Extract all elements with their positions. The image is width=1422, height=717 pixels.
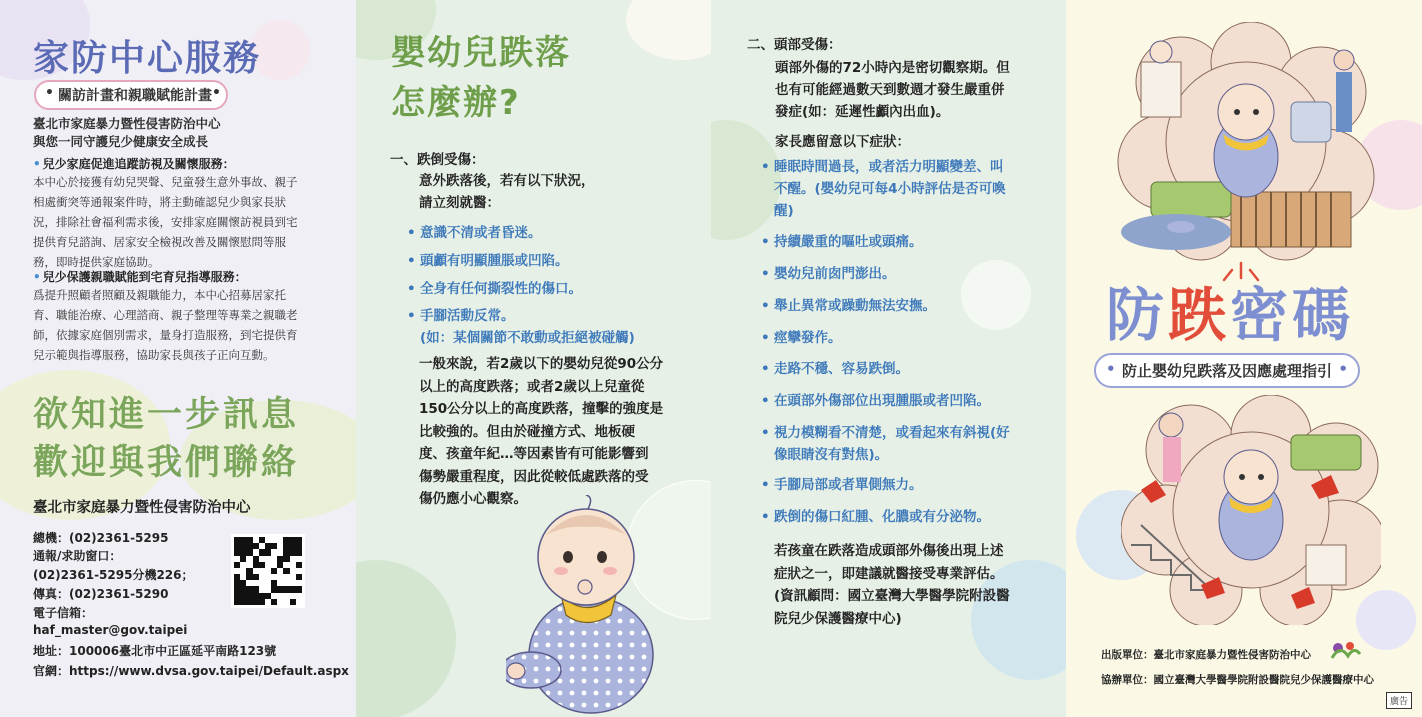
- closing-line: 若孩童在跌落造成頭部外傷後出現上述: [774, 543, 1004, 559]
- home-scene-illustration: [1111, 22, 1381, 262]
- warning-text: 手腳活動反常。: [420, 308, 515, 324]
- service-heading-text: 兒少家庭促進追蹤訪視及關懷服務：: [42, 157, 235, 171]
- fall-explanation: [419, 353, 663, 511]
- bullet-dot: •: [33, 270, 41, 284]
- service-heading: [33, 155, 235, 172]
- org-intro-line: 臺北市家庭暴力暨性侵害防治中心: [33, 116, 221, 131]
- symptom-item: [761, 506, 990, 528]
- fall-guide-panel: [356, 0, 711, 717]
- intro-line: 頭部外傷的72小時內是密切觀察期。但: [775, 60, 1010, 76]
- phone-line: 總機：(02)2361-5295: [33, 531, 169, 545]
- co-organizer-line: 協辦單位：國立臺灣大學醫學院附設醫院兒少保護醫療中心: [1101, 674, 1374, 686]
- symptom-item: [761, 474, 923, 496]
- symptom-item: [761, 390, 990, 412]
- closing-line: 院兒少保護醫療中心): [774, 610, 902, 627]
- paragraph-line: 傷仍應小心觀察。: [419, 491, 527, 507]
- service-line: 相處衝突等通報案件時，將主動確認兒少與家長狀: [33, 195, 286, 209]
- symptom-text: 跌倒的傷口紅腫、化膿或有分泌物。: [774, 509, 990, 525]
- bullet-dot: •: [761, 159, 770, 175]
- service-body: [33, 172, 331, 272]
- service-line: 務，即時提供家庭協助。: [33, 255, 160, 269]
- paragraph-line: 傷勢嚴重程度，因此從較低處跌落的受: [419, 468, 649, 485]
- qr-code[interactable]: [231, 534, 305, 608]
- email-link[interactable]: haf_master@gov.taipei: [33, 623, 188, 637]
- warning-item: [407, 222, 542, 244]
- bullet-dot: •: [407, 225, 416, 241]
- closing-line: 症狀之一，即建議就醫接受專業評估。: [774, 565, 1004, 582]
- section-title: [391, 28, 571, 128]
- service-heading: [33, 268, 247, 285]
- fall-scene-illustration: [1121, 395, 1381, 625]
- closing-advice: [774, 540, 1010, 630]
- service-line: 兒示範與指導服務，協助家長與孩子正向互動。: [33, 348, 275, 362]
- symptom-text: 舉止異常或躁動無法安撫。: [774, 298, 936, 314]
- paragraph-line: 150公分以上的高度跌落，撞擊的強度是: [419, 401, 664, 417]
- qr-module: [296, 599, 302, 605]
- contact-title: 歡迎與我們聯絡: [33, 443, 300, 483]
- warning-text: 意識不清或者昏迷。: [420, 225, 542, 241]
- paragraph-line: 比較強的。但由於碰撞方式、地板硬: [419, 423, 635, 440]
- bullet-dot: •: [761, 393, 770, 409]
- ad-label: 廣告: [1386, 692, 1412, 709]
- service-line: 況，排除社會福利需求後，安排家庭關懷訪視員到宅: [33, 215, 298, 229]
- campaign-subtitle: • 防止嬰幼兒跌落及因應處理指引 •: [1094, 353, 1360, 388]
- bullet-dot: •: [761, 234, 770, 250]
- bullet-dot: •: [407, 308, 416, 324]
- symptom-text: 嬰幼兒前囱門澎出。: [774, 266, 896, 282]
- service-line: 爲提升照顧者照顧及親職能力，本中心招募居家托: [33, 288, 286, 302]
- campaign-title-part: 防: [1106, 281, 1169, 349]
- service-body: [33, 285, 331, 365]
- report-number: (02)2361-5295分機226；: [33, 568, 194, 582]
- qr-code-pattern: [234, 537, 302, 605]
- symptom-item: [761, 231, 923, 253]
- section-title-line: 怎麼辦?: [391, 83, 521, 123]
- paragraph-line: 以上的高度跌落；或者2歲以上兒童從: [419, 378, 645, 395]
- symptom-text: 醒): [774, 203, 794, 219]
- decor-blob: [711, 120, 781, 240]
- closing-line: (資訊顧問：國立臺灣大學醫學院附設醫: [774, 588, 1010, 604]
- org-intro-line: 與您一同守護兒少健康安全成長: [33, 134, 209, 149]
- program-pill: • 關訪計畫和親職賦能計畫 •: [34, 80, 228, 110]
- fall-intro: [419, 170, 595, 214]
- org-intro: [33, 115, 221, 151]
- warning-item: [407, 278, 582, 300]
- bullet-dot: •: [407, 253, 416, 269]
- contact-org: 臺北市家庭暴力暨性侵害防治中心: [33, 500, 251, 516]
- service-line: 師，依據家庭個別需求，量身打造服務，到宅提供育: [33, 328, 298, 342]
- warning-item: [407, 250, 569, 272]
- head-injury-heading: 二、頭部受傷：: [747, 37, 842, 53]
- bullet-dot: •: [761, 266, 770, 282]
- fall-intro-line: 意外跌落後，若有以下狀況，: [419, 173, 595, 189]
- bullet-dot: •: [761, 509, 770, 525]
- email-label: 電子信箱：: [33, 606, 94, 620]
- symptom-text: 不醒。(嬰幼兒可每4小時評估是否可喚: [774, 181, 1006, 197]
- symptom-item: [761, 263, 896, 285]
- campaign-title-accent: 跌: [1168, 281, 1231, 349]
- bullet-dot: •: [407, 281, 416, 297]
- fall-intro-line: 請立刻就醫：: [419, 195, 500, 211]
- bullet-dot: •: [761, 298, 770, 314]
- impact-mark-icon: [1216, 258, 1266, 288]
- service-line: 本中心於接獲有幼兒哭聲、兒童發生意外事故、親子: [33, 175, 298, 189]
- symptom-item: [761, 156, 1006, 222]
- warning-text: 頭顱有明顯腫脹或凹陷。: [420, 253, 569, 269]
- service-line: 提供育兒諮詢、居家安全檢視改善及關懷慰問等服: [33, 235, 286, 249]
- intro-line: 也有可能經過數天到數週才發生嚴重併: [775, 82, 1005, 98]
- bullet-dot: •: [761, 361, 770, 377]
- symptom-text: 睡眠時間過長，或者活力明顯變差、叫: [774, 159, 1004, 175]
- fall-injury-heading: 一、跌倒受傷：: [390, 152, 485, 168]
- symptom-text: 持續嚴重的嘔吐或頭痛。: [774, 234, 923, 250]
- address-line: 地址：100006臺北市中正區延平南路123號: [33, 644, 277, 658]
- symptom-item: [761, 295, 936, 317]
- warning-text: 全身有任何撕裂性的傷口。: [420, 281, 582, 297]
- bullet-dot: •: [33, 157, 41, 171]
- symptom-text: 痙攣發作。: [774, 330, 842, 346]
- symptom-item: [761, 358, 909, 380]
- head-injury-panel: [711, 0, 1066, 717]
- fax-line: 傳真：(02)2361-5290: [33, 587, 169, 601]
- warning-subtext: (如：某個關節不敢動或拒絕被碰觸): [420, 330, 635, 346]
- cover-panel: [1066, 0, 1422, 717]
- bullet-dot: •: [761, 330, 770, 346]
- bullet-dot: •: [761, 477, 770, 493]
- bullet-dot: •: [761, 425, 770, 441]
- symptom-text: 像眼睛沒有對焦)。: [774, 447, 889, 463]
- section-title-line: 嬰幼兒跌落: [391, 33, 571, 73]
- symptom-text: 走路不穩、容易跌倒。: [774, 361, 909, 377]
- page-title: 家防中心服務: [33, 38, 262, 79]
- service-heading-text: 兒少保護親職賦能到宅育兒指導服務：: [42, 270, 247, 284]
- publisher-line: 出版單位：臺北市家庭暴力暨性侵害防治中心: [1101, 649, 1311, 661]
- symptoms-heading: 家長應留意以下症狀：: [775, 134, 910, 150]
- publisher-logo-icon: [1328, 638, 1362, 664]
- services-panel: [0, 0, 356, 717]
- report-line: 通報/求助窗口：: [33, 549, 122, 563]
- symptom-text: 視力模糊看不清楚，或看起來有斜視(好: [774, 425, 1010, 441]
- contact-title: 欲知進一步訊息: [33, 395, 300, 435]
- decor-blob: [626, 0, 711, 60]
- paragraph-line: 一般來說，若2歲以下的嬰幼兒從90公分: [419, 356, 664, 372]
- symptom-text: 手腳局部或者單側無力。: [774, 477, 923, 493]
- paragraph-line: 度、孩童年紀…等因素皆有可能影響到: [419, 446, 649, 462]
- intro-line: 發症(如：延遲性顱內出血)。: [775, 104, 950, 120]
- head-injury-intro: [775, 57, 1010, 123]
- decor-blob: [961, 260, 1031, 330]
- website-link[interactable]: 官網：https://www.dvsa.gov.taipei/Default.aspx: [33, 664, 349, 678]
- service-line: 育、職能治療、心理諮商、親子整理等專業之親職老: [33, 308, 298, 322]
- symptom-text: 在頭部外傷部位出現腫脹或者凹陷。: [774, 393, 990, 409]
- baby-illustration: [506, 495, 666, 717]
- warning-item: [407, 305, 515, 327]
- campaign-title-part: 密碼: [1230, 281, 1355, 349]
- symptom-item: [761, 422, 1010, 466]
- decor-blob: [356, 560, 456, 717]
- symptom-item: [761, 327, 842, 349]
